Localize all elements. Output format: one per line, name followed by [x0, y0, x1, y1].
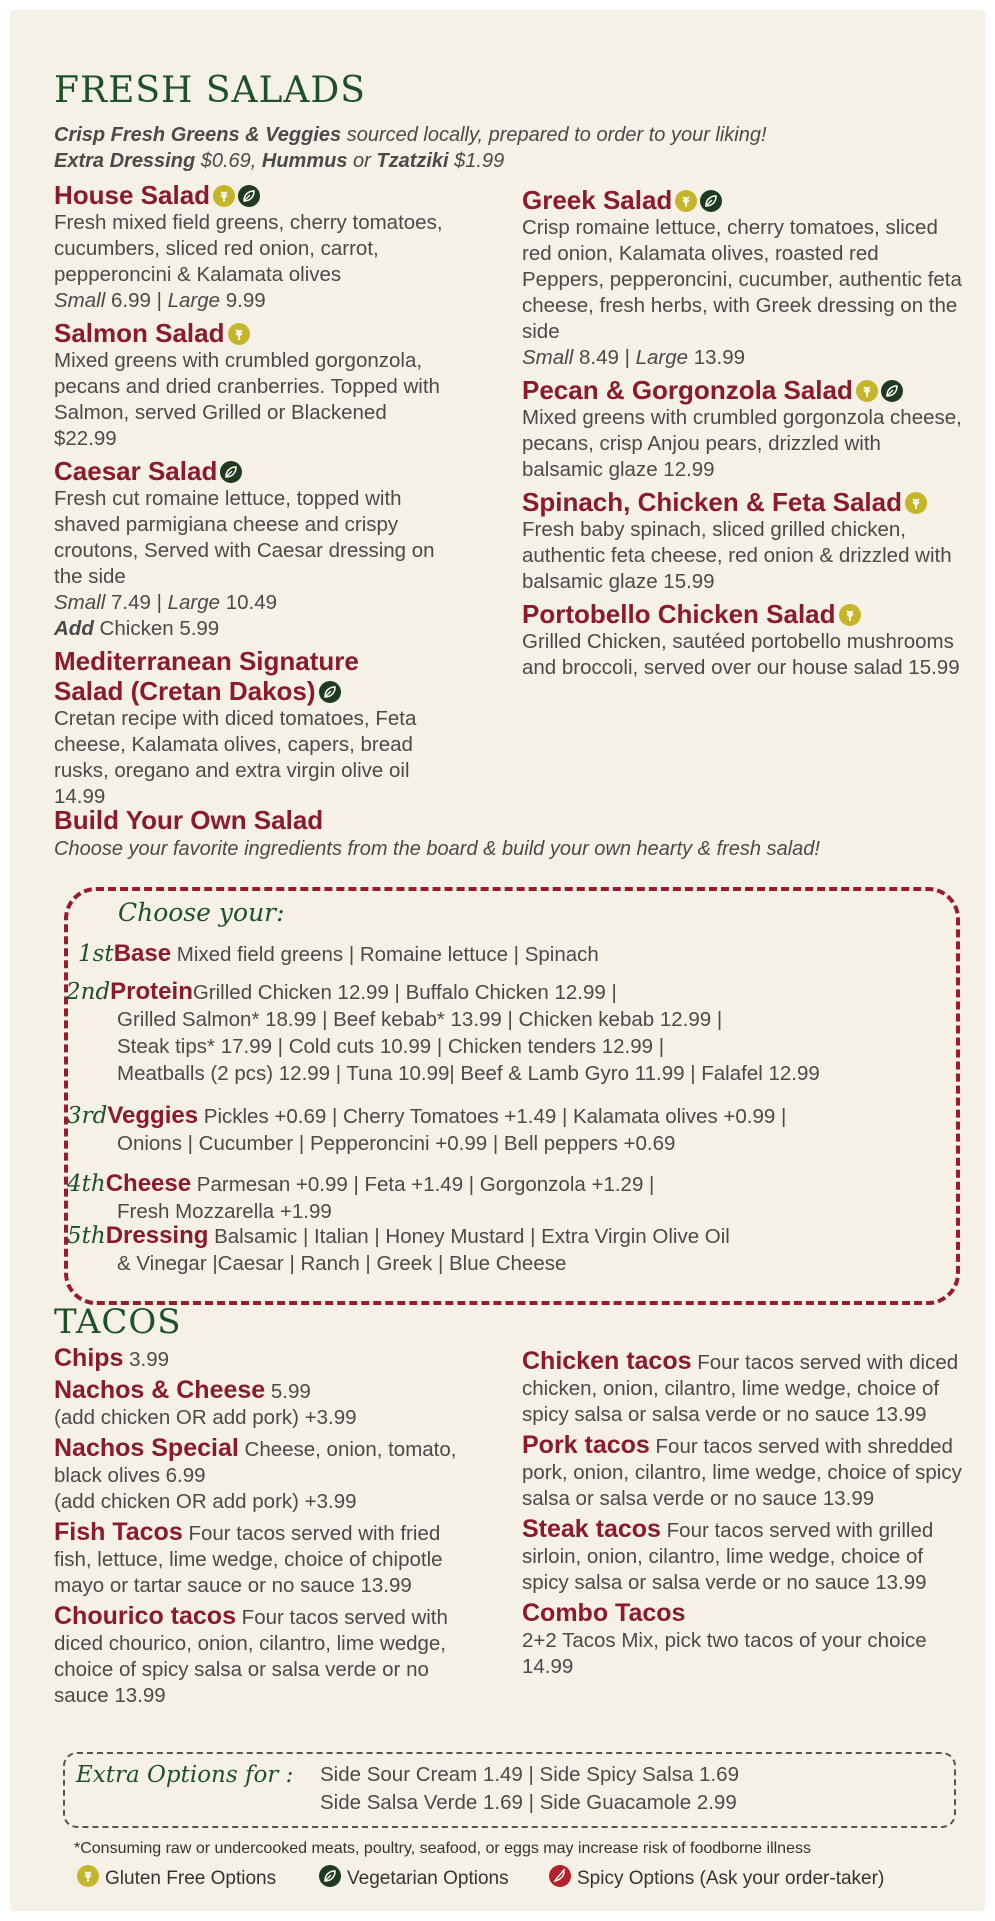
item-desc: Four tacos served with diced chourico, onion, cilantro, lime wedge, choice of spicy salsa or salsa verde or no sauce 13.99	[54, 1606, 448, 1707]
intro-or: or	[347, 150, 377, 172]
item-name: Chips	[54, 1344, 124, 1372]
large-price: 10.49	[225, 591, 278, 614]
portobello-chicken-salad	[522, 599, 962, 681]
item-name: Portobello Chicken Salad	[522, 599, 836, 629]
extra-options-line2: Side Salsa Verde 1.69 | Side Guacamole 2.99	[320, 1791, 737, 1814]
legend-label: Gluten Free Options	[105, 1868, 277, 1889]
salads-right-column	[522, 185, 962, 685]
item-desc: Four tacos served with grilled sirloin, onion, cilantro, lime wedge, choice of spicy salsa or salsa verde or no sauce 13.99	[522, 1519, 934, 1594]
item-desc: Fresh baby spinach, sliced grilled chicken, authentic feta cheese, red onion & drizzled with balsamic glaze 15.99	[522, 518, 952, 593]
foodborne-illness-note: *Consuming raw or undercooked meats, poultry, seafood, or eggs may increase risk of foodborne illness	[74, 1840, 811, 1857]
step-veggies	[67, 1102, 786, 1130]
gluten-free-icon	[228, 323, 250, 345]
greek-salad	[522, 185, 962, 371]
item-name-line2: Salad (Cretan Dakos)	[54, 676, 316, 706]
step-number: 3rd	[67, 1103, 108, 1129]
item-name-line1: Mediterranean Signature	[54, 646, 359, 676]
intro-tzatziki-price: $1.99	[448, 150, 505, 172]
item-desc: Cretan recipe with diced tomatoes, Feta cheese, Kalamata olives, capers, bread rusks, oregano and extra virgin olive oil 14.99	[54, 707, 417, 808]
salads-intro	[54, 122, 954, 174]
price-sep: |	[150, 591, 168, 614]
item-price: 5.99	[265, 1380, 311, 1403]
large-label: Large	[167, 591, 221, 614]
step-options-line1: Parmesan +0.99 | Feta +1.49 | Gorgonzola +1.29 |	[191, 1173, 655, 1196]
gluten-free-icon	[839, 604, 861, 626]
item-name: Caesar Salad	[54, 456, 218, 486]
chili-pepper-icon	[549, 1865, 571, 1887]
steak-tacos	[522, 1516, 962, 1596]
legend-label: Spicy Options (Ask your order-taker)	[577, 1868, 885, 1889]
chourico-tacos	[54, 1603, 474, 1709]
intro-hummus: Hummus	[261, 150, 348, 172]
pecan-gorgonzola-salad	[522, 375, 962, 483]
item-desc: Four tacos served with diced chicken, onion, cilantro, lime wedge, choice of spicy salsa or salsa verde or no sauce 13.99	[522, 1351, 959, 1426]
item-name: Fish Tacos	[54, 1518, 183, 1546]
spinach-chicken-feta-salad	[522, 487, 962, 595]
step-options-line1: Balsamic | Italian | Honey Mustard | Extra Virgin Olive Oil	[208, 1225, 730, 1248]
item-desc: Fresh mixed field greens, cherry tomatoes, cucumbers, sliced red onion, carrot, pepperoncini & Kalamata olives	[54, 211, 443, 286]
chicken-tacos	[522, 1348, 962, 1428]
vegetarian-icon	[700, 190, 722, 212]
step-dressing	[67, 1222, 730, 1250]
item-desc: 2+2 Tacos Mix, pick two tacos of your choice 14.99	[522, 1629, 927, 1678]
vegetarian-icon	[319, 1865, 341, 1887]
nachos-cheese	[54, 1377, 474, 1431]
step-number: 1st	[78, 941, 114, 967]
intro-tzatziki: Tzatziki	[376, 150, 449, 172]
nachos-special	[54, 1435, 474, 1515]
salmon-salad	[54, 318, 454, 452]
step-number: 2nd	[66, 979, 111, 1005]
small-price: 7.49	[110, 591, 151, 614]
legend-vegetarian	[316, 1865, 509, 1890]
intro-text: sourced locally, prepared to order to your liking!	[341, 124, 767, 146]
step-protein	[66, 978, 617, 1006]
gluten-free-icon	[213, 185, 235, 207]
add-text: Chicken 5.99	[93, 617, 220, 640]
extra-options-label: Extra Options for :	[76, 1762, 294, 1788]
chips	[54, 1345, 474, 1373]
item-desc: Grilled Chicken, sautéed portobello mushrooms and broccoli, served over our house salad 15.99	[522, 630, 960, 679]
step-name: Base	[113, 940, 172, 967]
item-name: Nachos Special	[54, 1434, 239, 1462]
intro-dressing-price: $0.69,	[195, 150, 262, 172]
legend-spicy	[546, 1865, 884, 1890]
salads-heading: FRESH SALADS	[54, 70, 366, 111]
step-base	[78, 940, 599, 968]
item-desc: Four tacos served with shredded pork, onion, cilantro, lime wedge, choice of spicy salsa or salsa verde or no sauce 13.99	[522, 1435, 962, 1510]
legend-gluten-free	[74, 1865, 276, 1890]
step-options-line1: Grilled Chicken 12.99 | Buffalo Chicken 12.99 |	[192, 981, 617, 1004]
extra-options-line1: Side Sour Cream 1.49 | Side Spicy Salsa 1.69	[320, 1763, 739, 1786]
item-desc: (add chicken OR add pork) +3.99	[54, 1406, 357, 1429]
item-name: Chourico tacos	[54, 1602, 236, 1630]
small-label: Small	[522, 346, 574, 369]
step-name: Protein	[110, 978, 193, 1005]
item-name: Steak tacos	[522, 1515, 661, 1543]
item-name: Chicken tacos	[522, 1347, 692, 1375]
choose-your-label: Choose your:	[118, 898, 285, 927]
step-cheese	[67, 1170, 654, 1198]
tacos-right-column	[522, 1348, 962, 1684]
large-label: Large	[167, 289, 221, 312]
step-dressing-line2: & Vinegar |Caesar | Ranch | Greek | Blue Cheese	[117, 1252, 567, 1275]
vegetarian-icon	[220, 461, 242, 483]
step-name: Dressing	[105, 1222, 209, 1249]
item-name: Combo Tacos	[522, 1599, 686, 1627]
gluten-free-icon	[77, 1865, 99, 1887]
step-number: 5th	[67, 1223, 106, 1249]
intro-bold: Crisp Fresh Greens & Veggies	[54, 124, 342, 146]
step-options-line1: Pickles +0.69 | Cherry Tomatoes +1.49 | Kalamata olives +0.99 |	[198, 1105, 787, 1128]
item-name: Spinach, Chicken & Feta Salad	[522, 487, 902, 517]
item-desc: Cheese, onion, tomato, black olives 6.99	[54, 1438, 457, 1487]
fish-tacos	[54, 1519, 474, 1599]
small-label: Small	[54, 591, 106, 614]
item-desc: Mixed greens with crumbled gorgonzola, pecans and dried cranberries. Topped with Salmon, served Grilled or Blackened $22.99	[54, 349, 440, 450]
mediterranean-salad	[54, 646, 454, 810]
step-cheese-line2: Fresh Mozzarella +1.99	[117, 1200, 332, 1223]
step-protein-line3: Steak tips* 17.99 | Cold cuts 10.99 | Chicken tenders 12.99 |	[117, 1035, 665, 1058]
item-name: Greek Salad	[522, 185, 673, 215]
item-name: Salmon Salad	[54, 318, 225, 348]
step-veggies-line2: Onions | Cucumber | Pepperoncini +0.99 | Bell peppers +0.69	[117, 1132, 676, 1155]
legend-label: Vegetarian Options	[347, 1868, 509, 1889]
small-label: Small	[54, 289, 106, 312]
small-price: 6.99	[110, 289, 151, 312]
intro-dressing: Extra Dressing	[54, 150, 196, 172]
caesar-salad	[54, 456, 454, 642]
large-label: Large	[635, 346, 689, 369]
item-price: 3.99	[123, 1348, 170, 1371]
salads-left-column	[54, 180, 454, 814]
step-options: Mixed field greens | Romaine lettuce | Spinach	[171, 943, 599, 966]
vegetarian-icon	[238, 185, 260, 207]
item-name: Pork tacos	[522, 1431, 650, 1459]
step-protein-line4: Meatballs (2 pcs) 12.99 | Tuna 10.99| Beef & Lamb Gyro 11.99 | Falafel 12.99	[117, 1062, 820, 1085]
item-desc: Four tacos served with fried fish, lettuce, lime wedge, choice of chipotle mayo or tartar sauce or no sauce 13.99	[54, 1522, 443, 1597]
step-name: Cheese	[105, 1170, 192, 1197]
large-price: 13.99	[693, 346, 746, 369]
item-desc: Fresh cut romaine lettuce, topped with shaved parmigiana cheese and crispy croutons, Served with Caesar dressing on the side	[54, 487, 435, 588]
small-price: 8.49	[578, 346, 619, 369]
tacos-left-column	[54, 1345, 474, 1713]
large-price: 9.99	[225, 289, 266, 312]
combo-tacos	[522, 1600, 962, 1680]
vegetarian-icon	[881, 380, 903, 402]
item-name: House Salad	[54, 180, 211, 210]
item-addon: (add chicken OR add pork) +3.99	[54, 1490, 357, 1513]
item-desc: Mixed greens with crumbled gorgonzola cheese, pecans, crisp Anjou pears, drizzled with balsamic glaze 12.99	[522, 406, 962, 481]
gluten-free-icon	[856, 380, 878, 402]
step-name: Veggies	[107, 1102, 199, 1129]
build-your-own-desc: Choose your favorite ingredients from the board & build your own hearty & fresh salad!	[54, 838, 820, 860]
vegetarian-icon	[319, 681, 341, 703]
step-protein-line2: Grilled Salmon* 18.99 | Beef kebab* 13.99 | Chicken kebab 12.99 |	[117, 1008, 723, 1031]
house-salad	[54, 180, 454, 314]
gluten-free-icon	[905, 492, 927, 514]
item-name: Nachos & Cheese	[54, 1376, 266, 1404]
price-sep: |	[150, 289, 168, 312]
step-number: 4th	[67, 1171, 106, 1197]
add-label: Add	[54, 617, 94, 640]
tacos-heading: TACOS	[54, 1302, 182, 1342]
build-your-own-title: Build Your Own Salad	[54, 805, 324, 835]
price-sep: |	[618, 346, 636, 369]
menu-page	[10, 10, 985, 1911]
pork-tacos	[522, 1432, 962, 1512]
item-name: Pecan & Gorgonzola Salad	[522, 375, 853, 405]
item-desc: Crisp romaine lettuce, cherry tomatoes, sliced red onion, Kalamata olives, roasted red Peppers, pepperoncini, cucumber, authentic feta cheese, fresh herbs, with Greek dressing on the side	[522, 216, 962, 343]
gluten-free-icon	[675, 190, 697, 212]
